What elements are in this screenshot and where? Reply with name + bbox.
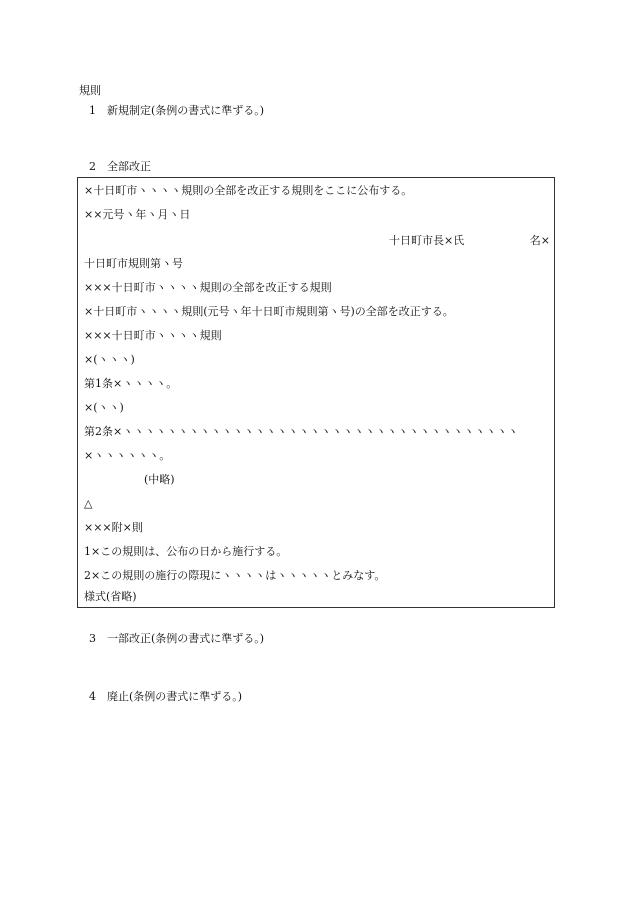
article-2-line-1: 第2条×ヽヽヽヽヽヽヽヽヽヽヽヽヽヽヽヽヽヽヽヽヽヽヽヽヽヽヽヽヽヽヽヽヽヽヽヽ [84, 425, 519, 438]
section-heading: 規則 [79, 84, 101, 97]
signature-title: 十日町市長×氏 [389, 234, 465, 247]
list-item-partial-revision [89, 632, 264, 646]
item-number: 4 [89, 690, 96, 703]
article-2-line-2: ×ヽヽヽヽヽヽ。 [84, 449, 171, 462]
new-rule-title: ×××十日町市ヽヽヽヽ規則 [84, 329, 222, 342]
promulgation-text: ×十日町市ヽヽヽヽ規則の全部を改正する規則をここに公布する。 [84, 184, 413, 197]
list-item-abolition [89, 690, 242, 704]
forms-note: 様式(省略) [84, 590, 137, 603]
revision-statement: ×十日町市ヽヽヽヽ規則(元号ヽ年十日町市規則第ヽ号)の全部を改正する。 [84, 305, 454, 318]
item-text: 全部改正 [107, 160, 151, 173]
item-text: 新規制定(条例の書式に準ずる。) [107, 104, 265, 117]
supplementary-provision-1: 1×この規則は、公布の日から施行する。 [84, 545, 288, 558]
item-text: 廃止(条例の書式に準ずる。) [107, 690, 243, 703]
omitted-note: (中略) [144, 473, 175, 486]
promulgation-date: ××元号ヽ年ヽ月ヽ日 [84, 208, 191, 221]
supplementary-provisions-title: ×××附×則 [84, 521, 143, 534]
item-text: 一部改正(条例の書式に準ずる。) [107, 632, 265, 645]
list-item-full-revision [89, 160, 151, 174]
item-number: 3 [89, 632, 96, 645]
item-number: 1 [89, 104, 96, 117]
supplementary-provision-2: 2×この規則の施行の際現にヽヽヽヽはヽヽヽヽヽとみなす。 [84, 569, 386, 582]
article-1: 第1条×ヽヽヽヽ。 [84, 377, 178, 390]
full-revision-template-box [77, 177, 555, 608]
item-number: 2 [89, 160, 96, 173]
rule-title: ×××十日町市ヽヽヽヽ規則の全部を改正する規則 [84, 281, 332, 294]
article-caption-1: ×(ヽヽヽ) [84, 353, 135, 366]
signature-name: 名× [529, 234, 550, 247]
list-item-new-enactment [89, 104, 264, 118]
triangle-mark: △ [84, 497, 93, 510]
rule-number: 十日町市規則第ヽ号 [84, 257, 183, 270]
article-caption-2: ×(ヽヽ) [84, 401, 124, 414]
